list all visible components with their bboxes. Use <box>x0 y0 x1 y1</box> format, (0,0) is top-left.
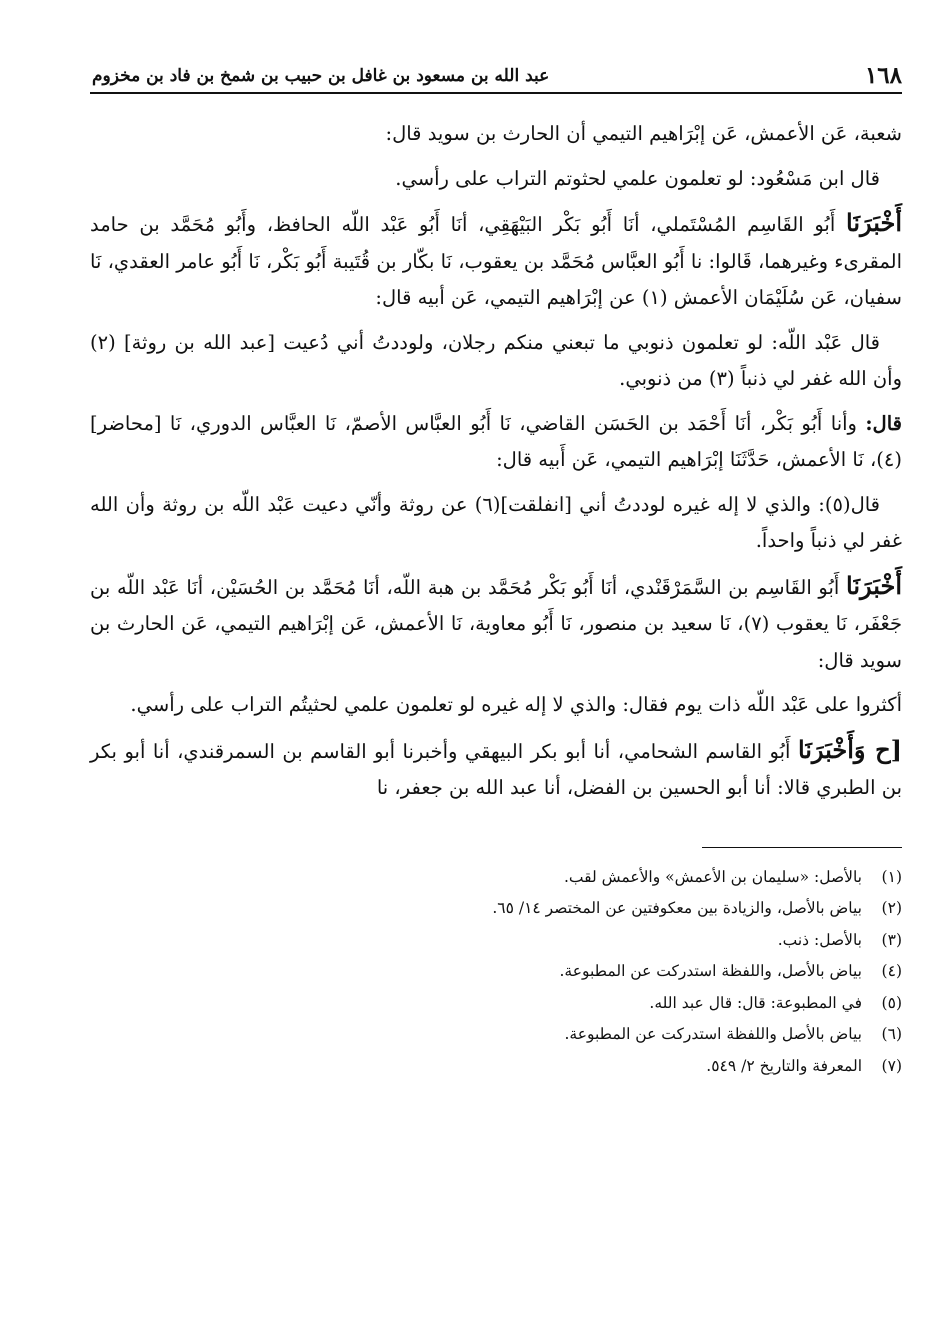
paragraph-text: قال عَبْد اللّه: لو تعلمون ذنوبي ما تبعني منكم رجلان، ولوددتُ أني دُعيت [عبد الله بن روثة] (٢) وأن الله غفر لي ذنباً (٣) من ذنوبي. <box>90 330 902 390</box>
paragraph-3 <box>90 205 902 317</box>
footnote-number: (٤) <box>881 962 902 980</box>
paragraph-text: وأنا أَبُو بَكْر، أنَا أَحْمَد بن الحَسَن القاضي، نَا أَبُو العبَّاس الأصمّ، نَا العبَّاس الدوري، نَا [محاضر] (٤)، نَا الأعمش، حَدَّثَنَا إبْرَاهيم التيمي، عَن أَبيه قال: <box>90 411 902 471</box>
footnote-text: في المطبوعة: قال: قال عبد الله. <box>649 993 862 1012</box>
footnote <box>90 862 902 894</box>
footnote-number: (٦) <box>881 1025 902 1043</box>
footnote <box>90 988 902 1020</box>
running-head <box>90 58 902 94</box>
isnad-lead: [ح وَأَخْبَرَنَا <box>797 734 903 764</box>
footnote-text: بالأصل: ذنب. <box>777 930 862 949</box>
paragraph-9 <box>90 732 902 807</box>
paragraph-7 <box>90 568 902 680</box>
paragraph-text: أَبُو القَاسِم بن السَّمَرْقَنْدي، أنَا أَبُو بَكْر مُحَمَّد بن هبة اللّه، أنَا مُحَمَّد بن الحُسَيْن، أنَا عَبْد اللّه بن جَعْفَر، نَا يعقوب (٧)، نَا سعيد بن منصور، نَا أَبُو معاوية، نَا الأعمش، عَن إبْرَاهيم التيمي، عَن الحارث بن سويد قال: <box>90 575 902 672</box>
footnote-text: المعرفة والتاريخ ٢/ ٥٤٩. <box>706 1056 862 1075</box>
paragraph-5 <box>90 406 902 479</box>
footnote <box>90 1019 902 1051</box>
footnote <box>90 893 902 925</box>
paragraph-6 <box>90 487 902 560</box>
paragraph-8 <box>90 687 902 724</box>
paragraph-text: أَبُو القاسم الشحامي، أنا أبو بكر البيهقي وأخبرنا أبو القاسم بن السمرقندي، أنا أبو بكر بن الطبري قالا: أنا أبو الحسين بن الفضل، أنا عبد الله بن جعفر، نا <box>90 739 902 799</box>
footnote-text: بياض بالأصل، والزيادة بين معكوفتين عن المختصر ١٤/ ٦٥. <box>492 899 862 917</box>
footnote <box>90 1051 902 1083</box>
footnote <box>90 925 902 957</box>
isnad-lead: أَخْبَرَنَا <box>846 208 902 237</box>
paragraph-4 <box>90 325 902 398</box>
footnote-text: بياض بالأصل، واللفظة استدركت عن المطبوعة. <box>559 962 862 980</box>
paragraph-text: شعبة، عَن الأعمش، عَن إبْرَاهيم التيمي أن الحارث بن سويد قال: <box>385 122 902 145</box>
paragraph-2 <box>90 161 902 198</box>
paragraph-1 <box>90 116 902 153</box>
footnote-number: (٣) <box>881 930 902 949</box>
footnotes <box>90 862 902 1083</box>
isnad-lead: أَخْبَرَنَا <box>846 570 903 600</box>
main-text <box>90 116 902 807</box>
book-page <box>90 58 902 1298</box>
footnote-number: (٢) <box>881 899 902 917</box>
paragraph-text: أكثروا على عَبْد اللّه ذات يوم فقال: والذي لا إله غيره لو تعلمون علمي لحثيتُم التراب على رأسي. <box>130 693 902 716</box>
footnote-text: بياض بالأصل واللفظة استدركت عن المطبوعة. <box>564 1025 862 1043</box>
footnote-number: (٧) <box>881 1056 902 1075</box>
footnote-divider <box>702 847 902 848</box>
paragraph-text: أَبُو القَاسِم المُسْتَملي، أنَا أَبُو بَكْر البَيْهَقِي، أنَا أَبُو عَبْد اللّه الحافظ، وأَبُو مُحَمَّد بن حامد المقرىء وغيرهما، قَالوا: نا أَبُو العبَّاس مُحَمَّد بن يعقوب، نَا بكّار بن قُتَيبة أَبُو بَكْر، نَا أَبُو عامر العقدي، نَا سفيان، عَن سُلَيْمَان الأعمش (١) عن إبْرَاهيم التيمي، عَن أبيه قال: <box>90 213 902 309</box>
paragraph-text: قال ابن مَسْعُود: لو تعلمون علمي لحثوتم التراب على رأسي. <box>395 166 880 190</box>
isnad-lead: قال: <box>865 411 902 435</box>
footnote-number: (١) <box>881 867 902 886</box>
page-number: ١٦٨ <box>864 62 902 89</box>
running-title: عبد الله بن مسعود بن غافل بن حبيب بن شمخ بن فاد بن مخزوم <box>92 66 550 86</box>
footnote-text: بالأصل: «سليمان بن الأعمش» والأعمش لقب. <box>563 867 862 886</box>
paragraph-text: قال(٥): والذي لا إله غيره لوددتُ أني [انفلقت](٦) عن روثة وأنّي دعيت عَبْد اللّه بن روثة وأن الله غفر لي ذنباً واحداً. <box>90 492 902 552</box>
footnote <box>90 956 902 988</box>
footnote-number: (٥) <box>881 993 902 1012</box>
